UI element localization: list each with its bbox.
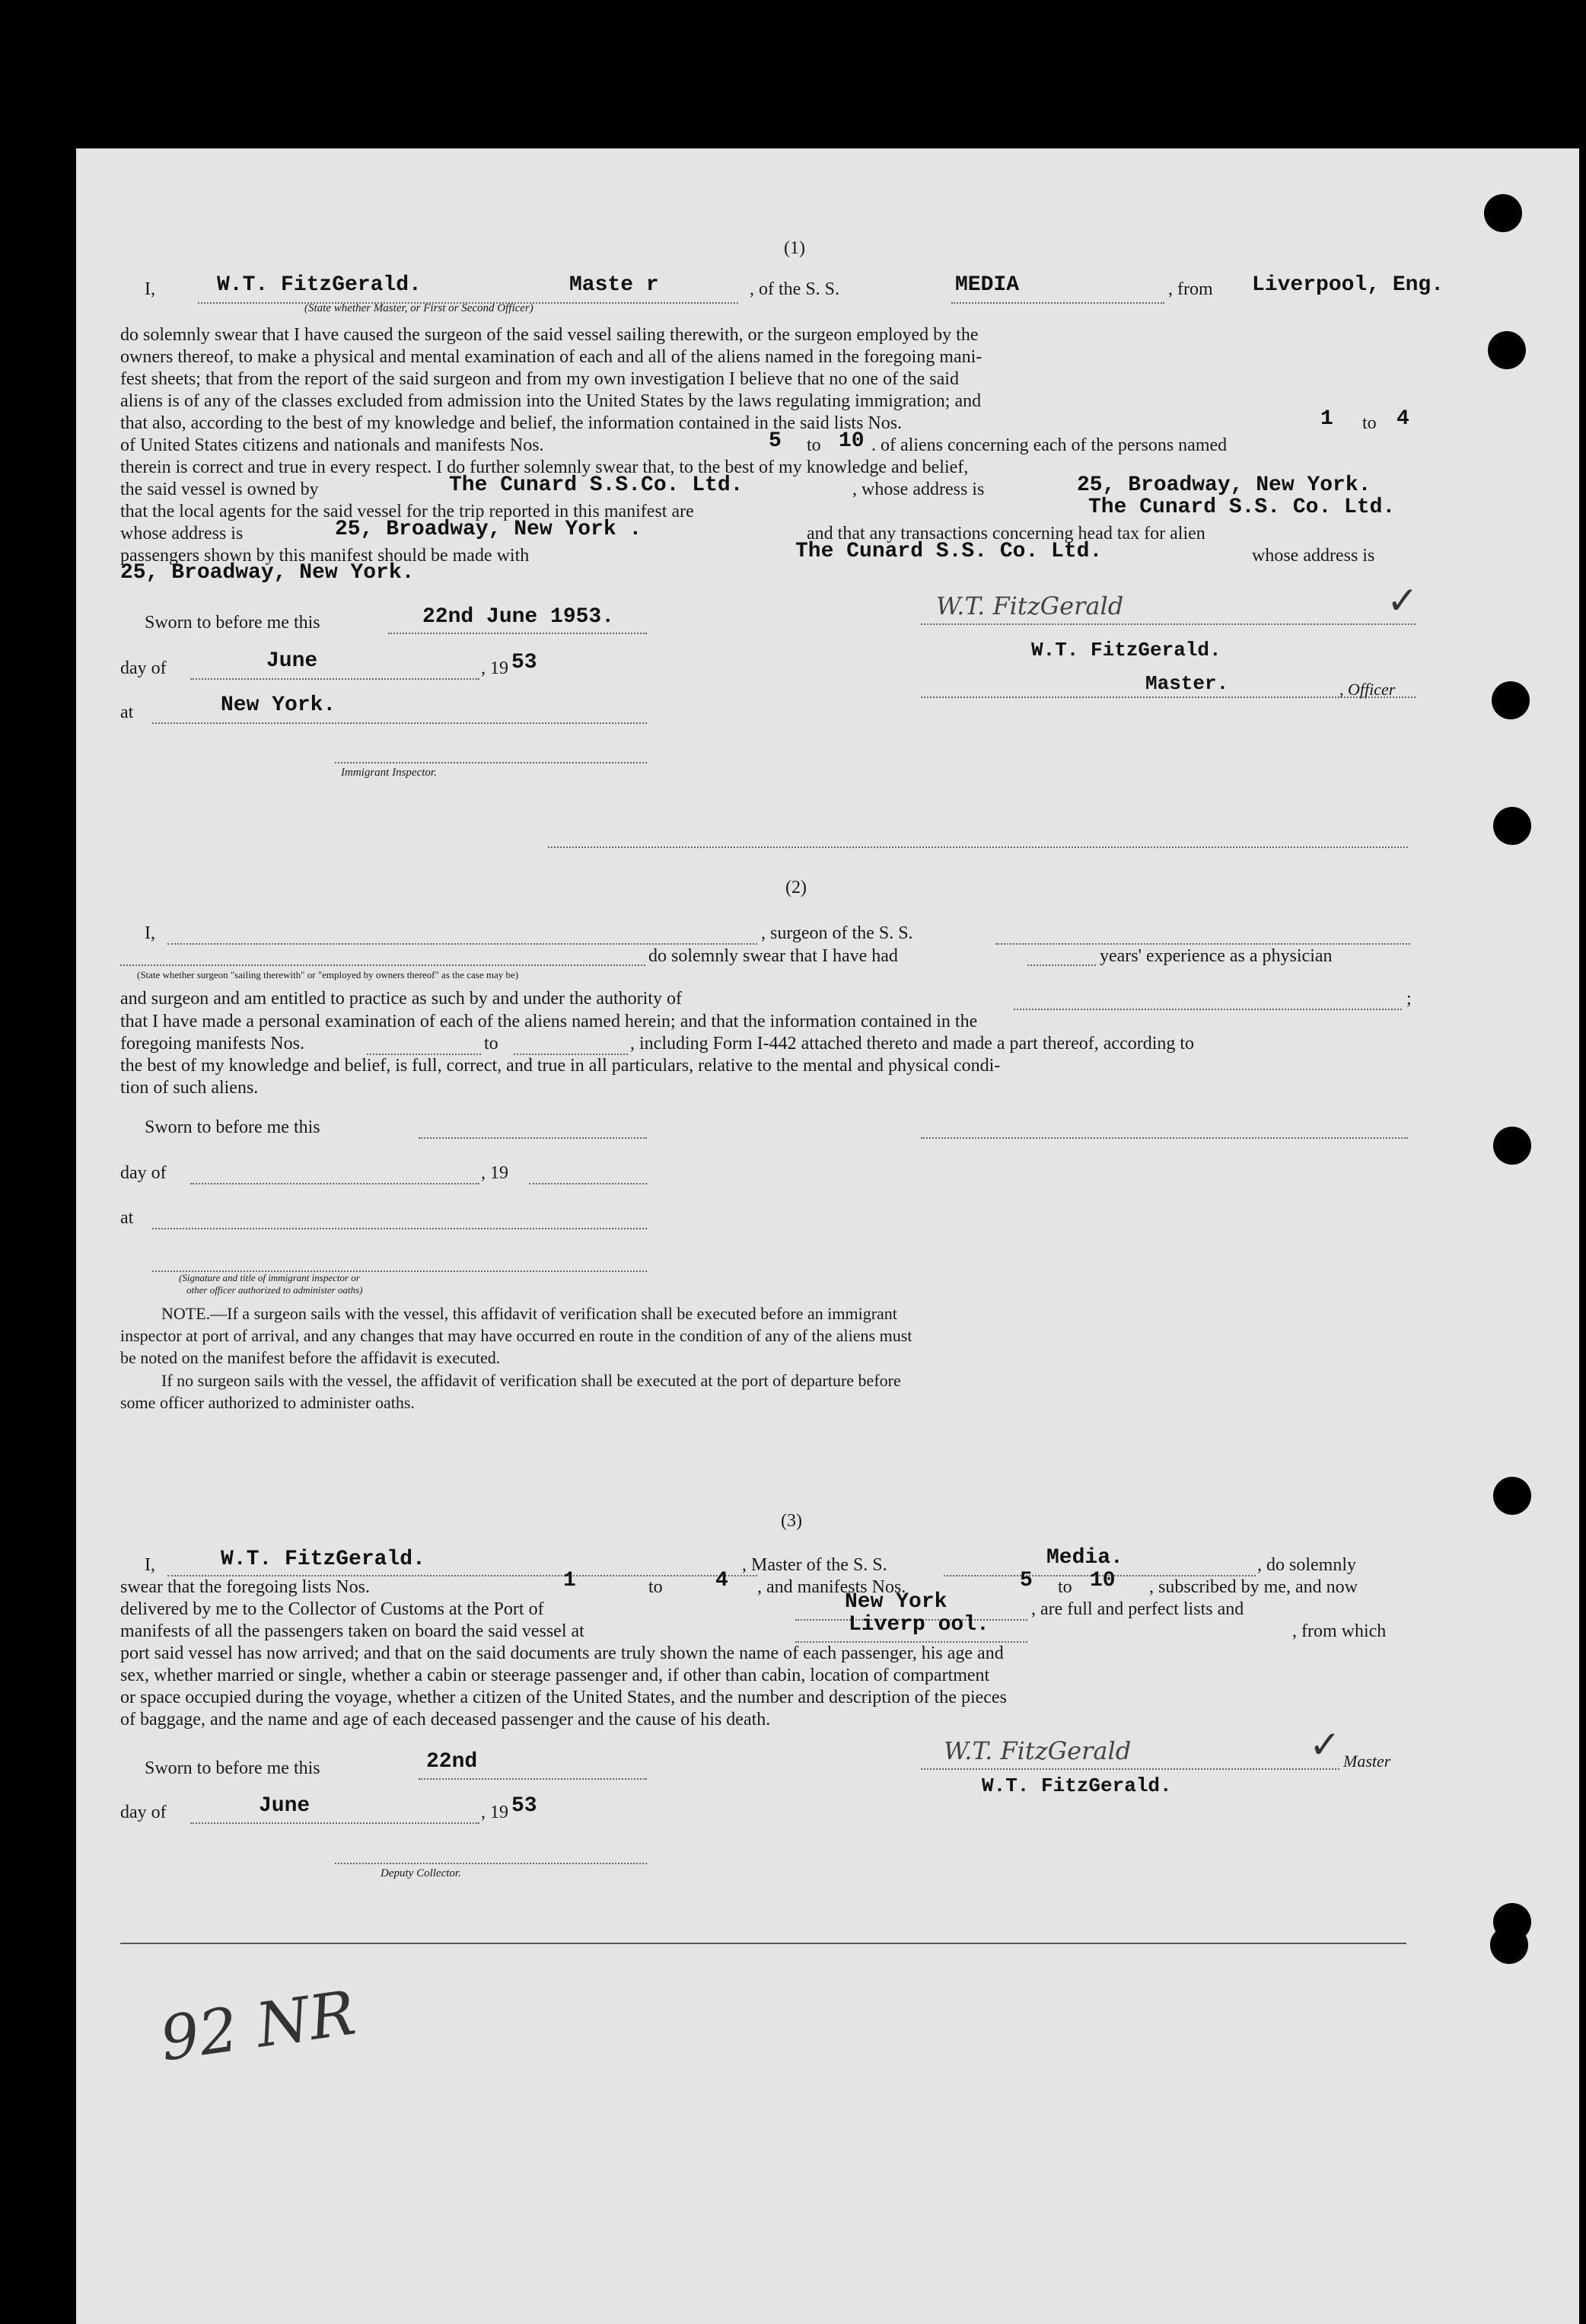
s1-line: the said vessel is owned by bbox=[120, 480, 319, 499]
binder-hole bbox=[1492, 681, 1530, 719]
s2-at: at bbox=[120, 1208, 134, 1228]
section-3-heading: (3) bbox=[781, 1511, 802, 1531]
line bbox=[388, 631, 647, 634]
s3-solemnly: , do solemnly bbox=[1257, 1555, 1356, 1575]
s3-line: , are full and perfect lists and bbox=[1031, 1599, 1244, 1619]
rank-hint: (State whether Master, or First or Second Officer) bbox=[304, 302, 533, 314]
check-mark: ✓ bbox=[1309, 1723, 1341, 1766]
s1-dayof: day of bbox=[120, 658, 167, 678]
s3-line: , subscribed by me, and now bbox=[1149, 1577, 1358, 1597]
lists-to: 4 bbox=[1397, 407, 1409, 431]
note-line: be noted on the manifest before the affidavit is executed. bbox=[120, 1348, 501, 1367]
lists-from: 1 bbox=[1320, 407, 1333, 431]
line bbox=[921, 1767, 1339, 1770]
s1-line: passengers shown by this manifest should be made with bbox=[120, 546, 530, 566]
s1-line: that also, according to the best of my knowledge and belief, the information contained in the said lists Nos. bbox=[120, 413, 903, 433]
line bbox=[367, 1052, 481, 1055]
s3-line: sex, whether married or single, whether a cabin or steerage passenger and, if other than cabin, location of compartment bbox=[120, 1666, 990, 1685]
section-2-heading: (2) bbox=[785, 878, 807, 897]
line bbox=[514, 1052, 628, 1055]
line bbox=[167, 1573, 757, 1576]
payee-address: 25, Broadway, New York. bbox=[120, 561, 415, 585]
s1-i: I, bbox=[145, 279, 155, 299]
line bbox=[995, 942, 1410, 945]
bottom-rule bbox=[120, 1943, 1406, 1944]
s1-line: therein is correct and true in every respect. I do further solemnly swear that, to the best of my knowledge and belief, bbox=[120, 457, 969, 477]
s3-line: delivered by me to the Collector of Customs at the Port of bbox=[120, 1599, 544, 1619]
s3-line: of baggage, and the name and age of each deceased passenger and the cause of his death. bbox=[120, 1710, 771, 1729]
s2-i: I, bbox=[145, 923, 155, 943]
s2-line: tion of such aliens. bbox=[120, 1078, 259, 1098]
s3-line: swear that the foregoing lists Nos. bbox=[120, 1577, 370, 1597]
note-line: inspector at port of arrival, and any changes that may have occurred en route in the condition of any of the aliens must bbox=[120, 1326, 912, 1345]
s3-master-name: W.T. FitzGerald. bbox=[221, 1548, 425, 1571]
s3-to: to bbox=[1058, 1577, 1072, 1597]
s3-signer: W.T. FitzGerald. bbox=[982, 1774, 1172, 1797]
officer-label: , Officer bbox=[1339, 680, 1396, 699]
s2-years: years' experience as a physician bbox=[1100, 946, 1333, 966]
agents-address: 25, Broadway, New York . bbox=[335, 518, 642, 541]
s1-aliens: . of aliens concerning each of the persons named bbox=[871, 435, 1228, 455]
s2-line: the best of my knowledge and belief, is full, correct, and true in all particulars, relative to the mental and physical condi- bbox=[120, 1056, 1001, 1076]
s1-sworn: Sworn to before me this bbox=[145, 613, 320, 633]
note-line: If no surgeon sails with the vessel, the affidavit of verification shall be executed at the port of departure before bbox=[161, 1371, 901, 1390]
manifest-page bbox=[76, 148, 1579, 2324]
line bbox=[190, 677, 479, 680]
binder-hole bbox=[1488, 331, 1526, 369]
s2-comma19: , 19 bbox=[481, 1163, 508, 1183]
s3-sworn: Sworn to before me this bbox=[145, 1758, 320, 1778]
s3-line: manifests of all the passengers taken on board the said vessel at bbox=[120, 1621, 584, 1641]
note-line: some officer authorized to administer oaths. bbox=[120, 1393, 415, 1412]
s3-line: , from which bbox=[1292, 1621, 1387, 1641]
note-line: NOTE.—If a surgeon sails with the vessel, this affidavit of verification shall be executed before an immigrant bbox=[161, 1304, 897, 1323]
s3-lists-to: 4 bbox=[715, 1569, 728, 1592]
s3-line: , and manifests Nos. bbox=[757, 1577, 906, 1597]
sworn-place: New York. bbox=[221, 693, 336, 717]
departure-port: Liverpool, Eng. bbox=[1252, 273, 1444, 297]
s1-whose: , whose address is bbox=[852, 480, 985, 499]
s3-master-label: Master bbox=[1343, 1752, 1391, 1771]
line bbox=[152, 1226, 647, 1229]
line bbox=[548, 845, 1408, 848]
s3-port: New York bbox=[845, 1590, 947, 1614]
s1-of-ss: , of the S. S. bbox=[750, 279, 840, 299]
signature-hint: (Signature and title of immigrant inspector or bbox=[179, 1272, 360, 1283]
s2-surgeon-of: , surgeon of the S. S. bbox=[761, 923, 913, 943]
s1-from: , from bbox=[1168, 279, 1213, 299]
line bbox=[1027, 963, 1096, 966]
s1-line: that the local agents for the said vessel for the trip reported in this manifest are bbox=[120, 502, 694, 521]
binder-hole bbox=[1493, 807, 1531, 845]
s3-dayof: day of bbox=[120, 1803, 167, 1822]
line bbox=[529, 1181, 647, 1184]
sworn-date: 22nd June 1953. bbox=[422, 605, 615, 629]
s3-comma19: , 19 bbox=[481, 1803, 508, 1822]
s1-line: aliens is of any of the classes excluded from admission into the United States by the laws regulating immigration; and bbox=[120, 391, 982, 411]
s2-line: and surgeon and am entitled to practice as such by and under the authority of bbox=[120, 989, 682, 1009]
line bbox=[335, 1861, 647, 1864]
agents: The Cunard S.S. Co. Ltd. bbox=[1088, 496, 1396, 519]
payee: The Cunard S.S. Co. Ltd. bbox=[795, 540, 1103, 563]
line bbox=[335, 760, 647, 764]
s3-ship: Media. bbox=[1046, 1546, 1123, 1570]
s1-line: fest sheets; that from the report of the said surgeon and from my own investigation I believe that no one of the said bbox=[120, 369, 959, 389]
s1-to: to bbox=[807, 435, 821, 455]
s3-master-of: , Master of the S. S. bbox=[742, 1555, 887, 1575]
line bbox=[1014, 1007, 1402, 1010]
s3-man-from: 5 bbox=[1020, 1569, 1033, 1592]
line bbox=[190, 1181, 479, 1184]
sworn-year: 53 bbox=[511, 651, 537, 674]
line bbox=[951, 301, 1164, 304]
s1-line: owners thereof, to make a physical and mental examination of each and all of the aliens named in the foregoing mani- bbox=[120, 347, 982, 367]
s1-comma19: , 19 bbox=[481, 658, 508, 678]
s3-lists-from: 1 bbox=[563, 1569, 576, 1592]
manifest-to: 10 bbox=[839, 429, 865, 453]
master-signature: W.T. FitzGerald bbox=[936, 591, 1124, 620]
binder-hole bbox=[1490, 1926, 1528, 1964]
master-name: W.T. FitzGerald. bbox=[217, 273, 422, 297]
sworn-month: June bbox=[266, 649, 318, 673]
s3-sworn-day: 22nd bbox=[426, 1750, 478, 1774]
inspector-title: Immigrant Inspector. bbox=[341, 767, 437, 779]
s3-to: to bbox=[648, 1577, 663, 1597]
line bbox=[795, 1640, 1027, 1643]
signature-hint: other officer authorized to administer oaths) bbox=[186, 1284, 363, 1296]
binder-hole bbox=[1493, 1477, 1531, 1515]
s2-swear: do solemnly swear that I have had bbox=[648, 946, 898, 966]
s2-semicolon: ; bbox=[1406, 989, 1412, 1009]
line bbox=[152, 721, 647, 724]
section-1-heading: (1) bbox=[784, 238, 805, 258]
binder-hole bbox=[1484, 194, 1522, 232]
owner-address: 25, Broadway, New York. bbox=[1077, 473, 1371, 497]
s1-at: at bbox=[120, 703, 134, 722]
signer-name: W.T. FitzGerald. bbox=[1031, 639, 1221, 661]
s1-whose2: whose address is bbox=[1252, 546, 1375, 566]
manifest-from: 5 bbox=[769, 429, 782, 453]
s2-line: that I have made a personal examination of each of the aliens named herein; and that the information contained in the bbox=[120, 1012, 978, 1031]
surgeon-hint: (State whether surgeon "sailing therewith" or "employed by owners thereof" as the case may be) bbox=[137, 969, 519, 980]
s2-dayof: day of bbox=[120, 1163, 167, 1183]
s3-man-to: 10 bbox=[1090, 1569, 1116, 1592]
s3-year: 53 bbox=[511, 1794, 537, 1818]
line bbox=[419, 1777, 647, 1780]
s2-line: , including Form I-442 attached thereto and made a part thereof, according to bbox=[630, 1034, 1195, 1054]
s1-line: do solemnly swear that I have caused the surgeon of the said vessel sailing therewith, or the surgeon employed by the bbox=[120, 325, 979, 345]
s3-signature: W.T. FitzGerald bbox=[944, 1736, 1132, 1765]
collector-title: Deputy Collector. bbox=[381, 1867, 461, 1879]
line bbox=[120, 963, 645, 966]
s1-to: to bbox=[1362, 413, 1377, 433]
s2-line: foregoing manifests Nos. bbox=[120, 1034, 304, 1054]
line bbox=[419, 1136, 647, 1139]
s2-to: to bbox=[484, 1034, 498, 1054]
s2-sworn: Sworn to before me this bbox=[145, 1117, 320, 1137]
check-mark: ✓ bbox=[1387, 579, 1419, 622]
binder-hole bbox=[1493, 1127, 1531, 1165]
master-rank: Maste r bbox=[569, 273, 659, 297]
s3-line: or space occupied during the voyage, whether a citizen of the United States, and the number and description of the pieces bbox=[120, 1688, 1007, 1707]
line bbox=[921, 1136, 1408, 1139]
signer-title: Master. bbox=[1145, 672, 1229, 695]
line bbox=[921, 622, 1416, 625]
line bbox=[190, 1821, 479, 1824]
s3-month: June bbox=[259, 1794, 311, 1818]
s1-headtax: and that any transactions concerning head tax for alien bbox=[807, 524, 1205, 544]
line bbox=[167, 942, 757, 945]
s1-line: whose address is bbox=[120, 524, 244, 544]
margin-note: 92 NR bbox=[155, 1977, 360, 2075]
s3-line: port said vessel has now arrived; and that on the said documents are truly shown the name of each passenger, his age and bbox=[120, 1643, 1004, 1663]
ship-name: MEDIA bbox=[955, 273, 1020, 297]
s3-dep-port: Liverp ool. bbox=[849, 1613, 989, 1637]
s3-i: I, bbox=[145, 1555, 155, 1575]
s1-line: of United States citizens and nationals and manifests Nos. bbox=[120, 435, 544, 455]
owner: The Cunard S.S.Co. Ltd. bbox=[449, 473, 744, 497]
